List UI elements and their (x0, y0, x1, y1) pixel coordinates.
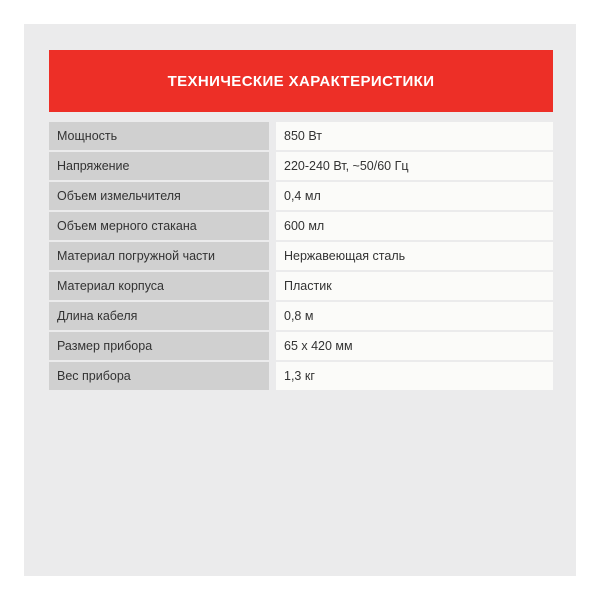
spec-value: 0,8 м (276, 302, 553, 330)
spec-label: Материал корпуса (49, 272, 269, 300)
spec-divider (269, 122, 276, 150)
spec-label: Вес прибора (49, 362, 269, 390)
spec-row (49, 122, 553, 150)
spec-table (49, 122, 553, 392)
spec-value: Нержавеющая сталь (276, 242, 553, 270)
spec-label: Объем мерного стакана (49, 212, 269, 240)
spec-row (49, 332, 553, 360)
spec-label: Мощность (49, 122, 269, 150)
spec-divider (269, 212, 276, 240)
spec-value: 1,3 кг (276, 362, 553, 390)
spec-value: 600 мл (276, 212, 553, 240)
spec-divider (269, 332, 276, 360)
spec-label: Размер прибора (49, 332, 269, 360)
spec-row (49, 242, 553, 270)
spec-label: Материал погружной части (49, 242, 269, 270)
spec-value: 0,4 мл (276, 182, 553, 210)
spec-value: 65 х 420 мм (276, 332, 553, 360)
spec-divider (269, 362, 276, 390)
spec-row (49, 182, 553, 210)
spec-label: Объем измельчителя (49, 182, 269, 210)
spec-value: 850 Вт (276, 122, 553, 150)
spec-divider (269, 272, 276, 300)
spec-row (49, 302, 553, 330)
spec-row (49, 362, 553, 390)
spec-divider (269, 242, 276, 270)
spec-header (49, 50, 553, 112)
spec-title: ТЕХНИЧЕСКИЕ ХАРАКТЕРИСТИКИ (167, 72, 435, 90)
spec-value: 220-240 Вт, ~50/60 Гц (276, 152, 553, 180)
spec-label: Напряжение (49, 152, 269, 180)
spec-divider (269, 302, 276, 330)
spec-divider (269, 182, 276, 210)
spec-row (49, 272, 553, 300)
spec-row (49, 212, 553, 240)
spec-card (24, 24, 576, 576)
spec-value: Пластик (276, 272, 553, 300)
spec-row (49, 152, 553, 180)
spec-label: Длина кабеля (49, 302, 269, 330)
spec-divider (269, 152, 276, 180)
